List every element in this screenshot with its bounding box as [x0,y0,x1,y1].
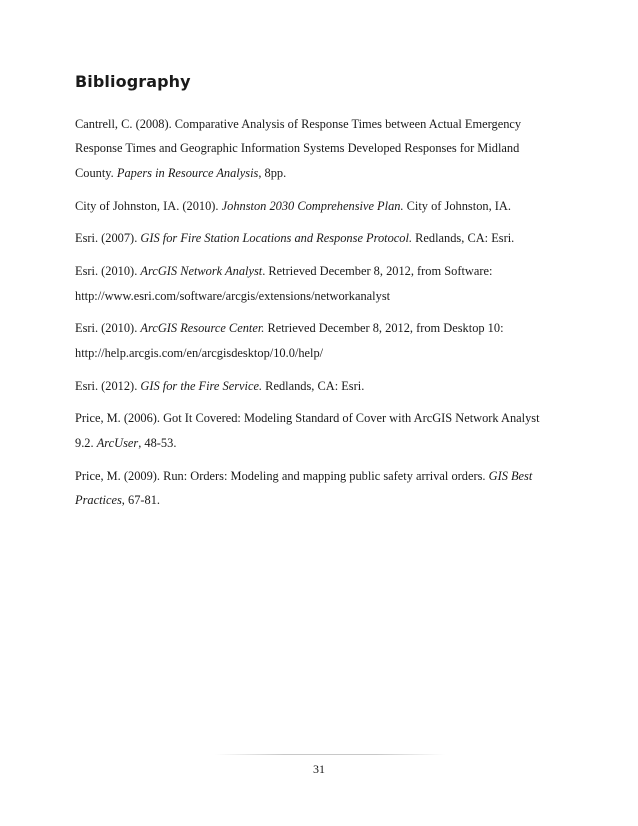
reference-text: Retrieved December 8, 2012, from Desktop 10: [264,321,504,336]
reference-text: http://www.esri.com/software/arcgis/extensions/networkanalyst [75,288,391,303]
page-number: 31 [313,762,325,776]
reference-text: Esri. (2010). [75,264,141,279]
reference-text: City of Johnston, IA. [403,198,511,213]
reference-text: . Retrieved December 8, 2012, from Software: [262,264,493,279]
reference-entry [75,406,585,455]
reference-entry [75,374,585,398]
reference-entry [75,194,585,218]
reference-text: Price, M. (2009). Run: Orders: Modeling and mapping public safety arrival orders. [75,468,489,483]
reference-line [75,161,585,185]
reference-italic-text: Papers in Resource Analysis [116,165,259,180]
reference-italic-text: ArcGIS Network Analyst [140,264,263,279]
reference-line [75,406,585,430]
reference-text: http://help.arcgis.com/en/arcgisdesktop/10.0/help/ [75,345,324,360]
reference-text: City of Johnston, IA. (2010). [75,198,222,213]
reference-line [75,136,585,160]
reference-text: Esri. (2007). [75,231,141,246]
footer-rule [215,754,445,755]
reference-line [75,374,585,398]
reference-line [75,431,585,455]
reference-line [75,194,585,218]
reference-line [75,259,585,283]
reference-text: Cantrell, C. (2008). Comparative Analysis of Response Times between Actual Emergency [75,117,522,131]
reference-line [75,226,585,250]
reference-text: 9.2. [75,435,97,450]
reference-text: Price, M. (2006). Got It Covered: Modeling Standard of Cover with ArcGIS Network Analyst [75,411,540,426]
reference-text: Esri. (2012). [75,378,141,393]
reference-text: , 48-53. [138,435,177,450]
reference-entry [75,226,585,250]
reference-entry [75,316,585,365]
reference-line [75,488,585,512]
reference-line [75,464,585,488]
reference-italic-text: GIS Best [488,468,533,483]
reference-entry [75,112,585,185]
reference-text: , 67-81. [121,493,160,508]
reference-text: Esri. (2010). [75,321,141,336]
reference-text: , 8pp. [258,165,287,180]
reference-italic-text: ArcUser [96,435,139,450]
reference-line [75,112,585,136]
reference-entry [75,259,585,308]
reference-line [75,341,585,365]
reference-italic-text: Practices [75,493,122,508]
reference-text: Redlands, CA: Esri. [412,231,515,246]
reference-italic-text: GIS for Fire Station Locations and Response Protocol. [140,231,413,246]
reference-entry [75,464,585,513]
reference-text: Redlands, CA: Esri. [262,378,365,393]
reference-line [75,284,585,308]
reference-italic-text: ArcGIS Resource Center. [140,321,265,336]
reference-text: Response Times and Geographic Information Systems Developed Responses for Midland [75,141,520,156]
reference-text: County. [75,165,117,180]
reference-italic-text: GIS for the Fire Service. [140,378,263,393]
bibliography-heading: Bibliography [75,72,191,91]
reference-list [75,112,585,521]
reference-line [75,316,585,340]
reference-italic-text: Johnston 2030 Comprehensive Plan. [221,198,404,213]
